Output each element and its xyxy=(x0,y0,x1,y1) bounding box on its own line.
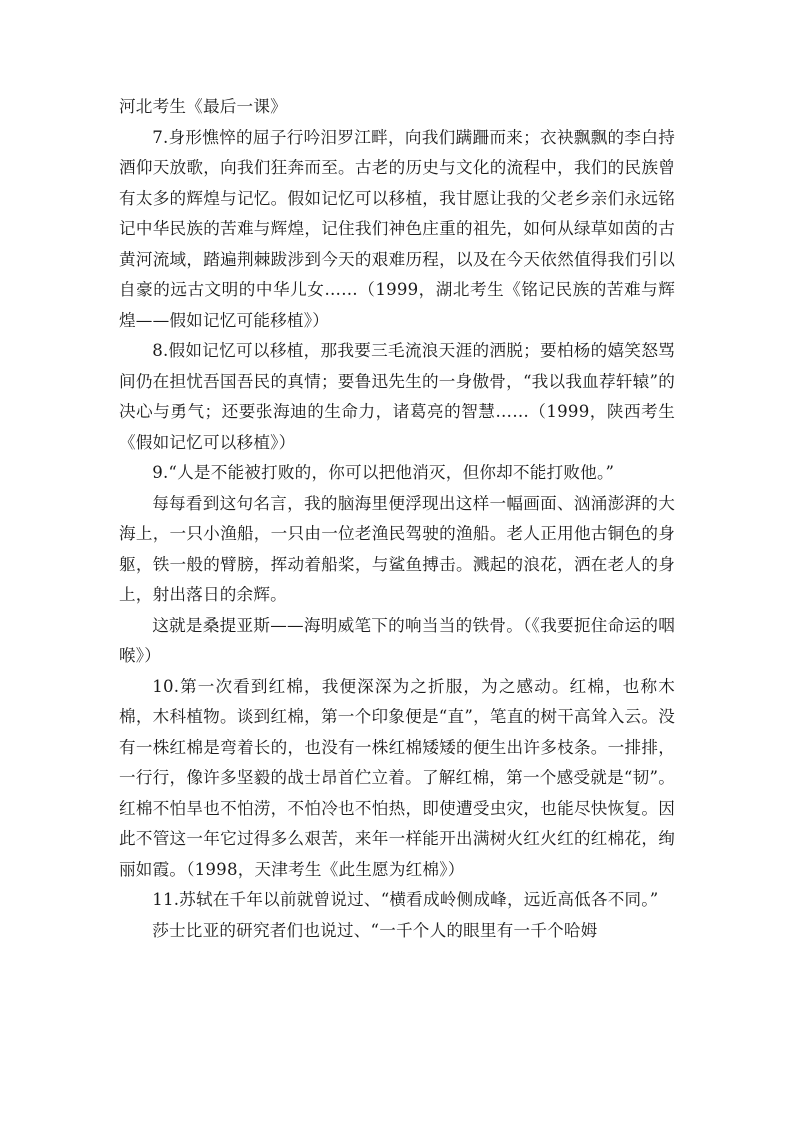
paragraph-item-9-quote: 9.“人是不能被打败的，你可以把他消灭，但你却不能打败他。” xyxy=(152,463,615,482)
paragraph-item-10: 10.第一次看到红棉，我便深深为之折服，为之感动。红棉，也称木棉，木科植物。谈到红棉，第一个印象便是“直”，笔直的树干高耸入云。没有一株红棉是弯着长的，也没有一株红棉矮矮的便生出许多枝条。一排排，一行行，像许多坚毅的战士昂首伫立着。了解红棉，第一个感受就是“韧”。红棉不怕旱也不怕涝，不怕冷也不怕热，即使遭受虫灾，也能尽快恢复。因此不管这一年它过得多么艰苦，来年一样能开出满树火红火红的红棉花，绚丽如霞。（1998，天津考生《此生愿为红棉》） xyxy=(119,676,675,879)
paragraph-item-11-quote: 11.苏轼在千年以前就曾说过、“横看成岭侧成峰，远近高低各不同。” xyxy=(152,890,659,909)
paragraph-continuation: 河北考生《最后一课》 xyxy=(119,97,287,116)
paragraph-item-7: 7.身形憔悴的屈子行吟汨罗江畔，向我们蹒跚而来；衣袂飘飘的李白持酒仰天放歌，向我们狂奔而至。古老的历史与文化的流程中，我们的民族曾有太多的辉煌与记忆。假如记忆可以移植，我甘愿让我的父老乡亲们永远铭记中华民族的苦难与辉煌，记住我们神色庄重的祖先，如何从绿草如茵的古黄河流域，踏遍荆棘跋涉到今天的艰难历程，以及在今天依然值得我们引以自豪的远古文明的中华儿女……（1999，湖北考生《铭记民族的苦难与辉煌——假如记忆可能移植》） xyxy=(119,127,675,330)
paragraph-item-11-body: 莎士比亚的研究者们也说过、“一千个人的眼里有一千个哈姆 xyxy=(152,920,598,940)
paragraph-item-9-body: 每每看到这句名言，我的脑海里便浮现出这样一幅画面、汹涌澎湃的大海上，一只小渔船，一只由一位老渔民驾驶的渔船。老人正用他古铜色的身躯，铁一般的臂膀，挥动着船桨，与鲨鱼搏击。溅起的浪花，洒在老人的身上，射出落日的余辉。 xyxy=(119,493,675,604)
document-body xyxy=(119,92,675,946)
paragraph-item-9-source: 这就是桑提亚斯——海明威笔下的响当当的铁骨。（《我要扼住命运的咽喉》） xyxy=(119,615,675,665)
paragraph-item-8: 8.假如记忆可以移植，那我要三毛流浪天涯的洒脱；要柏杨的嬉笑怒骂间仍在担忧吾国吾民的真情；要鲁迅先生的一身傲骨，“我以我血荐轩辕”的决心与勇气；还要张海迪的生命力，诸葛亮的智慧……（1999，陕西考生《假如记忆可以移植》） xyxy=(119,341,675,452)
